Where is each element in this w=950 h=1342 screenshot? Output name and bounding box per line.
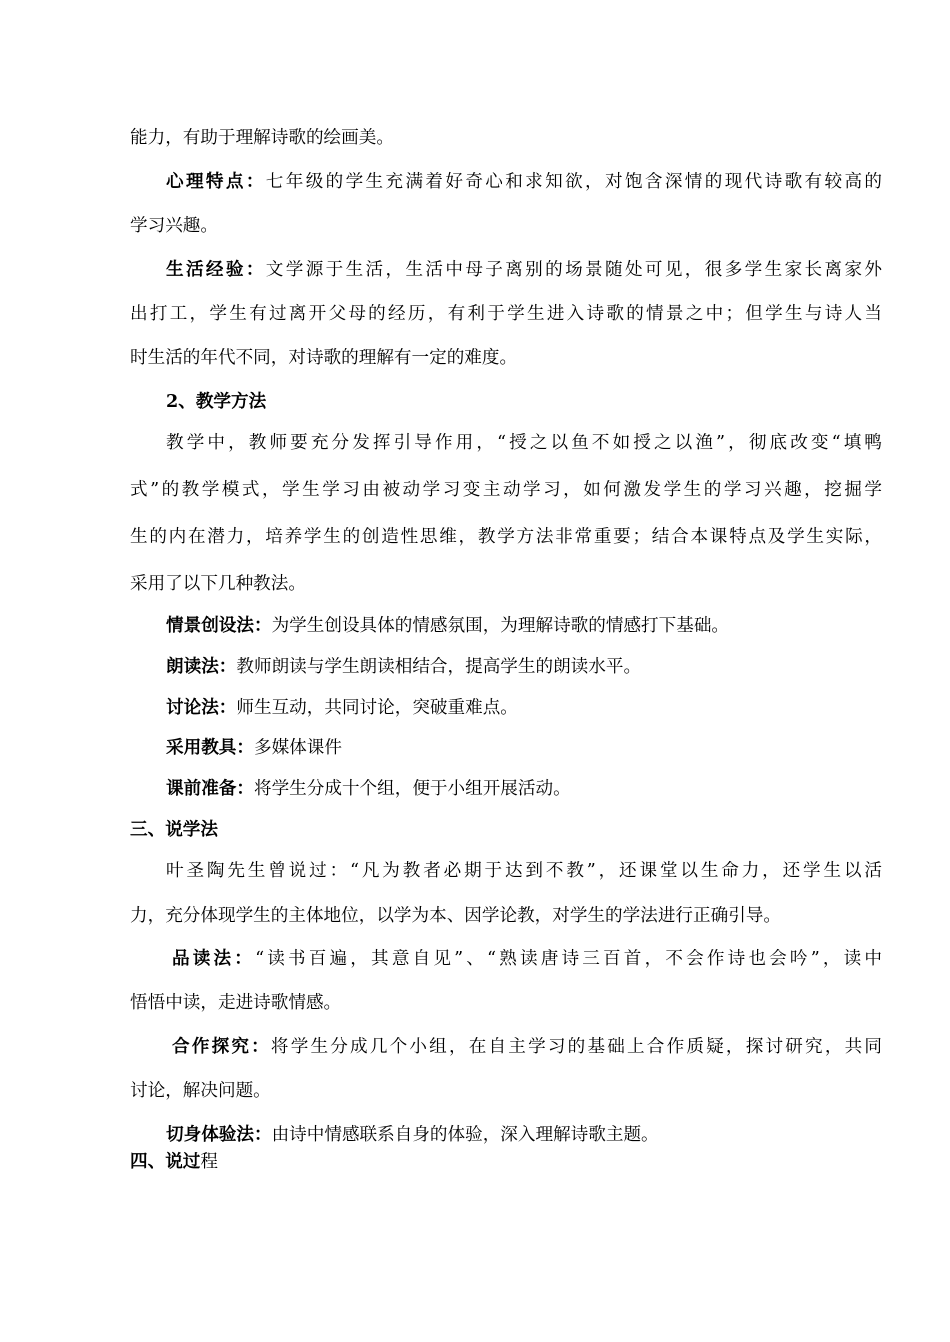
paragraph-line: 教学中，教师要充分发挥引导作用，“授之以鱼不如授之以渔”，彻底改变“填鸭 (166, 433, 882, 453)
method-item: 朗读法：教师朗读与学生朗读相结合，提高学生的朗读水平。 (166, 656, 642, 677)
exp-paragraph-line: 切身体验法：由诗中情感联系自身的体验，深入理解诗歌主题。 (166, 1124, 659, 1145)
paragraph-line: 悟悟中读，走进诗歌情感。 (130, 993, 342, 1013)
life-label: 生活经验： (166, 259, 266, 280)
section-heading-4: 四、说过程 (130, 1151, 218, 1172)
paragraph-line: 能力，有助于理解诗歌的绘画美。 (130, 128, 394, 148)
paragraph-line: 出打工，学生有过离开父母的经历，有利于学生进入诗歌的情景之中；但学生与诗人当 (130, 304, 882, 324)
reading-paragraph-line: 品读法：“读书百遍，其意自见”、“熟读唐诗三百首，不会作诗也会吟”，读中 (172, 948, 882, 969)
paragraph-line: 力，充分体现学生的主体地位，以学为本、因学论教，对学生的学法进行正确引导。 (130, 906, 781, 926)
paragraph-line: 叶圣陶先生曾说过：“凡为教者必期于达到不教”，还课堂以生命力，还学生以活 (166, 861, 882, 881)
paragraph-line: 时生活的年代不同，对诗歌的理解有一定的难度。 (130, 348, 518, 368)
paragraph-line: 讨论，解决问题。 (130, 1081, 271, 1101)
section-heading-3: 三、说学法 (130, 819, 218, 840)
section-heading-methods: 2、教学方法 (166, 391, 267, 412)
method-item: 讨论法：师生互动，共同讨论，突破重难点。 (166, 697, 518, 718)
paragraph-line: 生的内在潜力，培养学生的创造性思维，教学方法非常重要；结合本课特点及学生实际， (130, 527, 882, 547)
method-item: 课前准备：将学生分成十个组，便于小组开展活动。 (166, 778, 571, 799)
coop-paragraph-line: 合作探究：将学生分成几个小组，在自主学习的基础上合作质疑，探讨研究，共同 (172, 1036, 882, 1057)
method-item: 采用教具：多媒体课件 (166, 737, 342, 758)
psych-paragraph-line: 心理特点：七年级的学生充满着好奇心和求知欲，对饱含深情的现代诗歌有较高的 (166, 171, 882, 192)
paragraph-line: 采用了以下几种教法。 (130, 574, 306, 594)
method-item: 情景创设法：为学生创设具体的情感氛围，为理解诗歌的情感打下基础。 (166, 615, 730, 636)
life-paragraph-line: 生活经验：文学源于生活，生活中母子离别的场景随处可见，很多学生家长离家外 (166, 259, 882, 280)
paragraph-line: 学习兴趣。 (130, 216, 218, 236)
psych-label: 心理特点： (166, 171, 266, 192)
paragraph-line: 式”的教学模式，学生学习由被动学习变主动学习，如何激发学生的学习兴趣，挖掘学 (130, 480, 882, 500)
